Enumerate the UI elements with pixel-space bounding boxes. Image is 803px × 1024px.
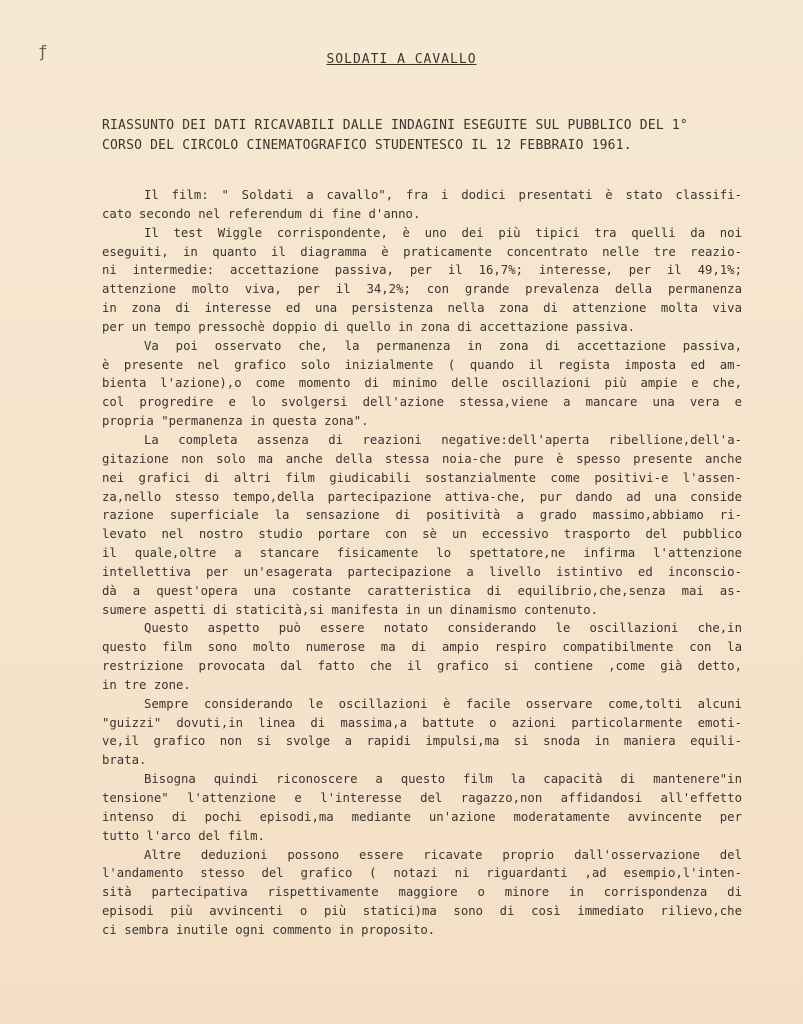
body-line: episodi più avvincenti o più statici)ma sono di così immediato rilievo,che (102, 904, 742, 919)
body-line: tensione" l'attenzione e l'interesse del ragazzo,non affidandosi all'effetto (102, 791, 742, 805)
body-line: sità partecipativa rispettivamente maggiore o minore in corrispondenza di (102, 885, 742, 900)
body-line: Il test Wiggle corrispondente, è uno dei più tipici tra quelli da noi (144, 225, 742, 240)
body-line: propria "permanenza in questa zona". (102, 414, 369, 429)
body-line: col progredire e lo svolgersi dell'azione stessa,viene a mancare una vera e (102, 395, 742, 410)
body-line: Bisogna quindi riconoscere a questo film la capacità di mantenere"in (144, 772, 742, 787)
body-line: razione superficiale la sensazione di positività a grado massimo,abbiamo ri- (102, 508, 742, 523)
body-line: questo film sono molto numerose ma di ampio respiro compatibilmente con la (102, 640, 742, 655)
body-line: Sempre considerando le oscillazioni è facile osservare come,tolti alcuni (144, 696, 742, 711)
body-line: attenzione molto viva, per il 34,2%; con grande prevalenza della permanenza (102, 282, 742, 297)
body-line: ci sembra inutile ogni commento in proposito. (102, 922, 436, 937)
body-line: za,nello stesso tempo,della partecipazione attiva-che, pur dando ad una conside (102, 489, 742, 504)
body-line: in zona di interesse ed una persistenza nella zona di attenzione molta viva (102, 301, 742, 316)
body-line: tutto l'arco del film. (102, 828, 265, 843)
body-line: restrizione provocata dal fatto che il grafico si contiene ,come già detto, (102, 659, 742, 674)
document-title: SOLDATI A CAVALLO (326, 52, 477, 67)
body-line: è presente nel grafico solo inizialmente ( quando il regista imposta ed am- (102, 357, 742, 372)
body-line: ni intermedie: accettazione passiva, per il 16,7%; interesse, per il 49,1%; (102, 263, 742, 278)
body-line: intellettiva per un'esagerata partecipazione a livello istintivo ed inconscio- (102, 564, 742, 579)
body-line: bienta l'azione),o come momento di minimo delle oscillazioni più ampie e che, (102, 376, 742, 391)
body-line: sumere aspetti di staticità,si manifesta in un dinamismo contenuto. (102, 602, 599, 617)
body-line: per un tempo pressochè doppio di quello in zona di accettazione passiva. (102, 319, 636, 334)
body-line: La completa assenza di reazioni negative:dell'aperta ribellione,dell'a- (144, 432, 742, 447)
document-body (102, 186, 742, 940)
document-heading (102, 116, 742, 156)
body-line: eseguiti, in quanto il diagramma è praticamente concentrato nelle tre reazio- (102, 244, 742, 259)
body-line: cato secondo nel referendum di fine d'anno. (102, 206, 421, 221)
body-line: il quale,oltre a stancare fisicamente lo spettatore,ne infirma l'attenzione (102, 546, 742, 561)
body-line: Il film: " Soldati a cavallo", fra i dodici presentati è stato classifi- (144, 188, 742, 202)
body-line: ve,il grafico non si svolge a rapidi impulsi,ma si snoda in maniera equili- (102, 734, 742, 749)
body-line: Altre deduzioni possono essere ricavate proprio dall'osservazione del (144, 847, 742, 862)
body-line: Va poi osservato che, la permanenza in zona di accettazione passiva, (144, 338, 742, 353)
body-line: in tre zone. (102, 677, 191, 692)
body-line: nei grafici di altri film giudicabili sostanzialmente come positivi-e l'assen- (102, 470, 742, 485)
body-line: levato nel nostro studio portare con sè un eccessivo trasporto del pubblico (102, 527, 742, 542)
heading-line: RIASSUNTO DEI DATI RICAVABILI DALLE INDAGINI ESEGUITE SUL PUBBLICO DEL 1° (102, 118, 688, 133)
body-line: Questo aspetto può essere notato considerando le oscillazioni che,in (144, 621, 742, 636)
body-line: dà a quest'opera una costante caratteristica di equilibrio,che,senza mai as- (102, 583, 742, 598)
body-line: intenso di pochi episodi,ma mediante un'azione moderatamente avvincente per (102, 809, 742, 824)
body-line: l'andamento stesso del grafico ( notazi ni riguardanti ,ad esempio,l'inten- (102, 866, 742, 881)
body-line: gitazione non solo ma anche della stessa noia-che pure è spesso presente anche (102, 451, 742, 466)
heading-line: CORSO DEL CIRCOLO CINEMATOGRAFICO STUDENTESCO IL 12 FEBBRAIO 1961. (102, 138, 632, 153)
body-line: brata. (102, 753, 147, 768)
body-line: "guizzi" dovuti,in linea di massima,a battute o azioni particolarmente emoti- (102, 715, 742, 730)
pencil-mark-icon: ƒ (38, 42, 48, 61)
